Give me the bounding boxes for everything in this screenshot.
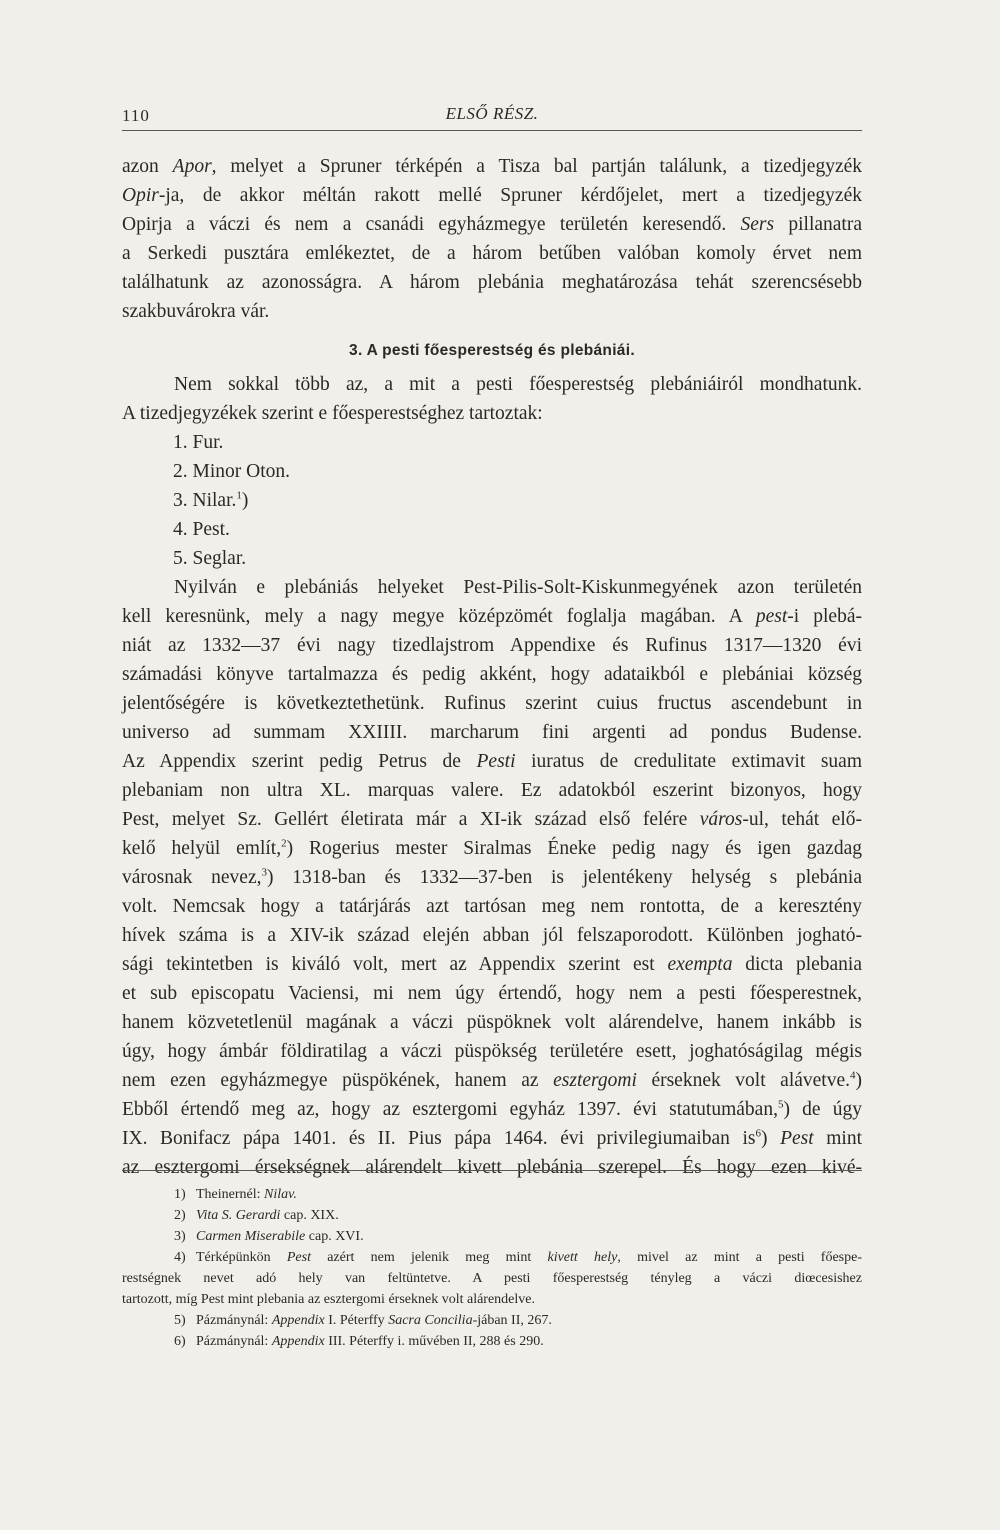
list-item: 1. Fur.	[173, 432, 224, 453]
footnote-continuation: restségnek nevet adó hely van feltüntetve. A pesti főesperestség tényleg a váczi diœcesishez	[122, 1271, 862, 1286]
text-line: jelentőségére is következtethetünk. Rufinus szerint cuius fructus ascendebunt in	[122, 693, 862, 714]
text-line: Nem sokkal több az, a mit a pesti főesperestség plebániáiról mondhatunk.	[174, 374, 862, 395]
text-line: az esztergomi érsekségnek alárendelt kivett plebánia szerepel. És hogy ezen kivé-	[122, 1157, 862, 1178]
text-line: Opirja a váczi és nem a csanádi egyházmegye területén keresendő. Sers pillanatra	[122, 214, 863, 235]
text-line: IX. Bonifacz pápa 1401. és II. Pius pápa 1464. évi privilegiumaiban $is^6$) Pest mint	[122, 1127, 862, 1149]
text-line: Opir-ja, de akkor méltán rakott mellé Spruner kérdőjelet, mert a tizedjegyzék	[122, 185, 862, 206]
text-line: számadási könyve tartalmazza és pedig akként, hogy adataikból e plebániai község	[122, 664, 862, 685]
text-line: találhatunk az azonosságra. A három plebánia meghatározása tehát szerencsésebb	[122, 272, 862, 293]
footnote-mark: 4)	[174, 1250, 186, 1265]
footnote-continuation: tartozott, míg Pest mint plebania az esztergomi érseknek volt alárendelve.	[122, 1292, 535, 1307]
footnote	[122, 1226, 862, 1247]
section-heading: 3. A pesti főesperestség és plebániái.	[349, 342, 635, 359]
text-line: volt. Nemcsak hogy a tatárjárás azt tartósan meg nem rontotta, de a keresztény	[122, 896, 862, 917]
running-title: ELSŐ RÉSZ.	[445, 104, 539, 123]
list-item: 5. Seglar.	[173, 548, 247, 569]
text-line: szakbuvárokra vár.	[122, 301, 270, 322]
footnote-rule	[122, 1170, 862, 1171]
footnote-text: Theinernél: Nilav.	[196, 1187, 297, 1202]
footnote	[122, 1184, 862, 1205]
footnote-mark: 2)	[174, 1208, 186, 1223]
footnote-text: Vita S. Gerardi cap. XIX.	[196, 1208, 339, 1223]
footnote	[122, 1331, 862, 1352]
text-line: Nyilván e plebániás helyeket Pest-Pilis-Solt-Kiskunmegyének azon területén	[174, 577, 862, 598]
page-header	[122, 102, 862, 132]
text-line: úgy, hogy ámbár földiratilag a váczi püspökség területére esett, joghatóságilag mégis	[122, 1041, 862, 1062]
list-item: 2. Minor Oton.	[173, 461, 290, 482]
text-line: hívek száma is a XIV-ik század elején abban jól felszaporodott. Különben joghatό-	[122, 925, 862, 946]
footnote-mark: 5)	[174, 1313, 186, 1328]
footnotes	[122, 1184, 862, 1352]
footnote-mark: 6)	[174, 1334, 186, 1349]
body-text	[122, 152, 862, 1182]
text-line: kelő helyül említ,$^2$) Rogerius mester Siralmas Éneke pedig nagy és igen gazdag	[122, 837, 862, 859]
text-line: nem ezen egyházmegye püspökének, hanem az esztergomi érseknek volt alávetve.$^4$)	[122, 1069, 863, 1091]
text-line: Pest, melyet Sz. Gellért életirata már a XI-ik század első felére város-ul, tehát elő-	[122, 809, 862, 830]
list-item: 4. Pest.	[173, 519, 230, 540]
text-line: a Serkedi pusztára emlékeztet, de a három betűben valóban komoly érvet nem	[122, 243, 862, 264]
text-line: plebaniam non ultra XL. marquas valere. Ez adatokból eszerint bizonyos, hogy	[122, 780, 862, 801]
footnote-text: Térképünkön Pest azért nem jelenik meg mint kivett hely, mivel az mint a pesti főespe-	[196, 1250, 862, 1265]
text-line: et sub episcopatu Vaciensi, mi nem úgy értendő, hogy nem a pesti főesperestnek,	[122, 983, 862, 1004]
header-rule	[122, 130, 862, 131]
text-line: hanem közvetetlenül magának a váczi püspöknek volt alárendelve, hanem inkább is	[122, 1012, 862, 1033]
footnote-text: Pázmánynál: Appendix III. Péterffy i. művében II, 288 és 290.	[196, 1334, 544, 1349]
footnote	[122, 1247, 862, 1268]
page-number: 110	[122, 106, 150, 125]
text-line: Ebből értendő meg az, hogy az esztergomi egyház 1397. évi statutumában,$^5$) de úgy	[122, 1098, 862, 1120]
list-item: 3. Nilar.$^1$)	[173, 489, 249, 511]
footnote-text: Pázmánynál: Appendix I. Péterffy Sacra Concilia-jában II, 267.	[196, 1313, 552, 1328]
text-line: A tizedjegyzékek szerint e főesperestséghez tartoztak:	[122, 403, 543, 424]
text-line: sági tekintetben is kiváló volt, mert az Appendix szerint est exempta dicta plebania	[122, 954, 862, 975]
footnote	[122, 1310, 862, 1331]
text-line: Az Appendix szerint pedig Petrus de Pesti iuratus de credulitate extimavit suam	[122, 751, 862, 772]
text-line: azon Apor, melyet a Spruner térképén a Tisza bal partján találunk, a tizedjegyzék	[122, 156, 863, 177]
footnote-text: Carmen Miserabile cap. XVI.	[196, 1229, 364, 1244]
text-line: niát az 1332—37 évi nagy tizedlajstrom Appendixe és Rufinus 1317—1320 évi	[122, 635, 862, 656]
footnote-mark: 3)	[174, 1229, 186, 1244]
footnote-mark: 1)	[174, 1187, 186, 1202]
text-line: városnak nevez,$^3$) 1318-ban és 1332—37-ben is jelentékeny helység s plebánia	[122, 866, 863, 888]
text-line: universo ad summam XXIIII. marcharum fini argenti ad pondus Budense.	[122, 722, 862, 743]
text-line: kell keresnünk, mely a nagy megye középzömét foglalja magában. A pest-i plebá-	[122, 606, 862, 627]
footnote	[122, 1205, 862, 1226]
